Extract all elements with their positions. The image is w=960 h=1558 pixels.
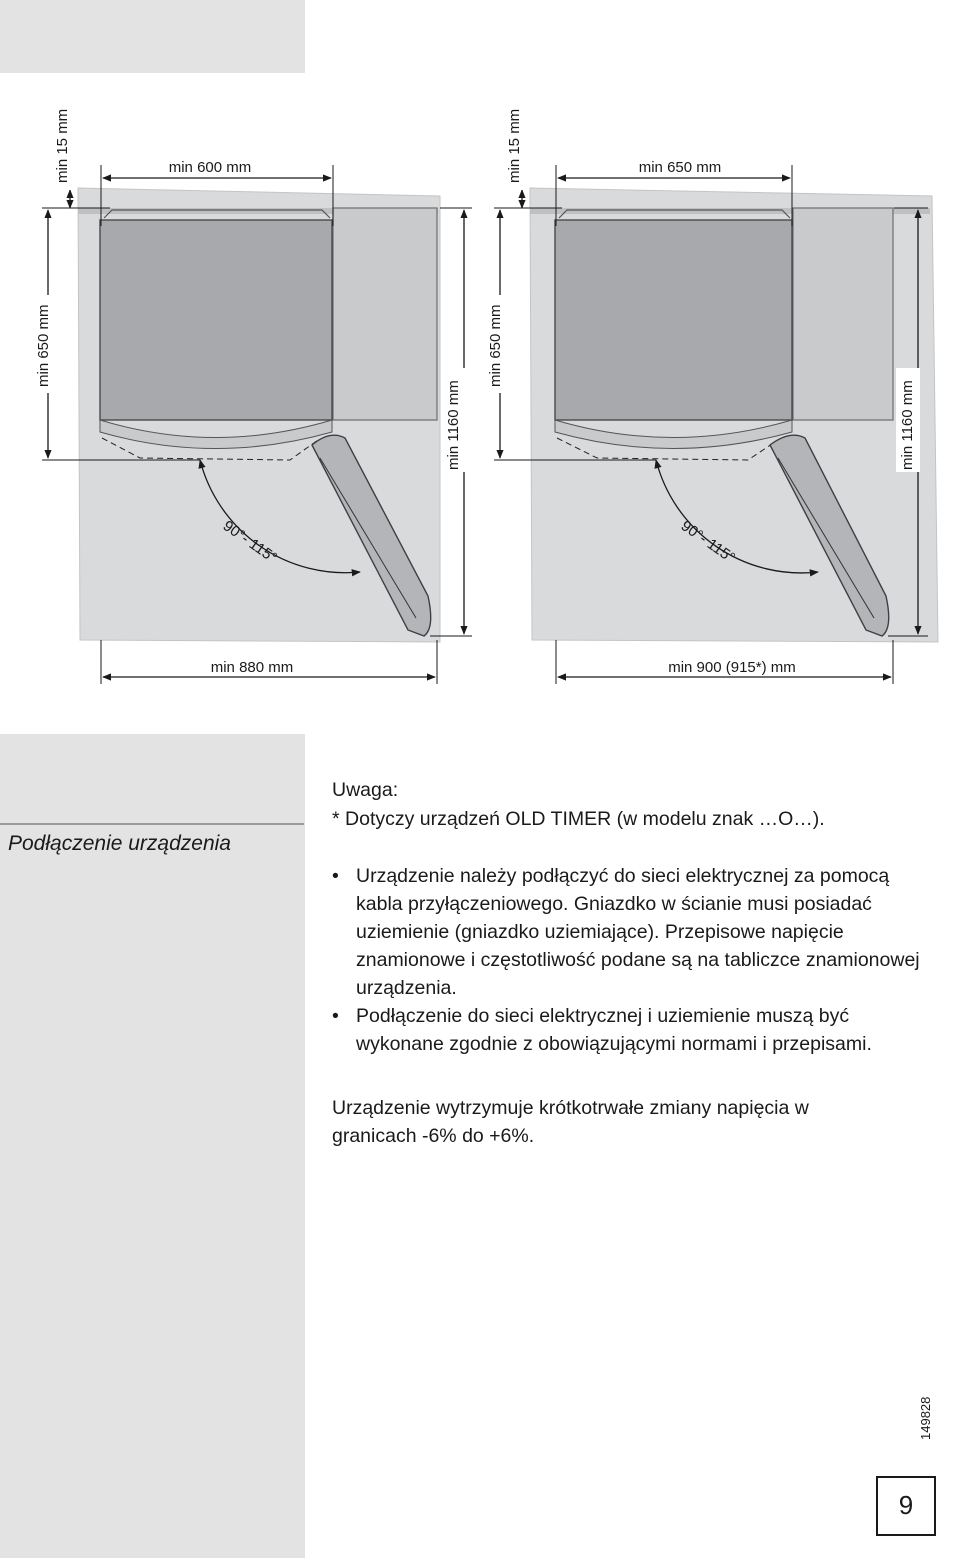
depth-label: min 650 mm — [487, 304, 504, 387]
installation-diagram — [0, 0, 960, 734]
width-label: min 600 mm — [168, 159, 252, 176]
sidebar-block — [0, 734, 305, 1558]
open-depth-label: min 1160 mm — [899, 380, 916, 470]
fridge-body — [100, 220, 332, 420]
list-item — [332, 862, 932, 1002]
depth-label: min 650 mm — [35, 304, 52, 387]
side-gap-label: min 15 mm — [506, 108, 523, 183]
instruction-list — [332, 862, 932, 1058]
total-width-label: min 900 (915*) mm — [668, 659, 796, 676]
fridge-body — [555, 220, 792, 420]
note-item — [332, 805, 825, 833]
section-heading: Podłączenie urządzenia — [8, 832, 231, 855]
list-item-text: Urządzenie należy podłączyć do sieci elektrycznej za pomocą kabla przyłączeniowego. Gniazdko w ścianie musi posiadać uziemienie (gniazdko uziemiające). Przepisowe napięcie znamionowe i częstotliwość podane są na tabliczce znamionowej urządzenia. — [356, 865, 920, 999]
total-width-label: min 880 mm — [210, 659, 294, 676]
list-item-text: Podłączenie do sieci elektrycznej i uziemienie muszą być wykonane zgodnie z obowiązującymi normami i przepisami. — [356, 1005, 872, 1055]
bullet-icon: • — [332, 1005, 339, 1027]
voltage-tolerance-text: Urządzenie wytrzymuje krótkotrwałe zmiany napięcia w granicach -6% do +6%. — [332, 1097, 809, 1147]
width-label: min 650 mm — [638, 159, 722, 176]
right-diagram — [484, 100, 938, 684]
open-depth-label: min 1160 mm — [445, 380, 462, 470]
bullet-icon: • — [332, 865, 339, 887]
side-gap-label: min 15 mm — [54, 108, 71, 183]
asterisk-marker: * — [332, 808, 340, 830]
adjacent-cabinet — [793, 208, 893, 420]
angle-label: 90°- 115° — [677, 517, 739, 567]
left-diagram — [32, 100, 472, 684]
note-title: Uwaga: — [332, 779, 399, 801]
list-item — [332, 1002, 932, 1058]
document-code: 149828 — [918, 1396, 933, 1440]
note-text: Dotyczy urządzeń OLD TIMER (w modelu znak …O…). — [345, 808, 825, 830]
page-number: 9 — [898, 1490, 914, 1520]
sidebar-rule — [0, 823, 304, 825]
adjacent-cabinet — [333, 208, 437, 420]
angle-label: 90°- 115° — [219, 517, 281, 567]
page-number-box — [876, 1476, 936, 1536]
